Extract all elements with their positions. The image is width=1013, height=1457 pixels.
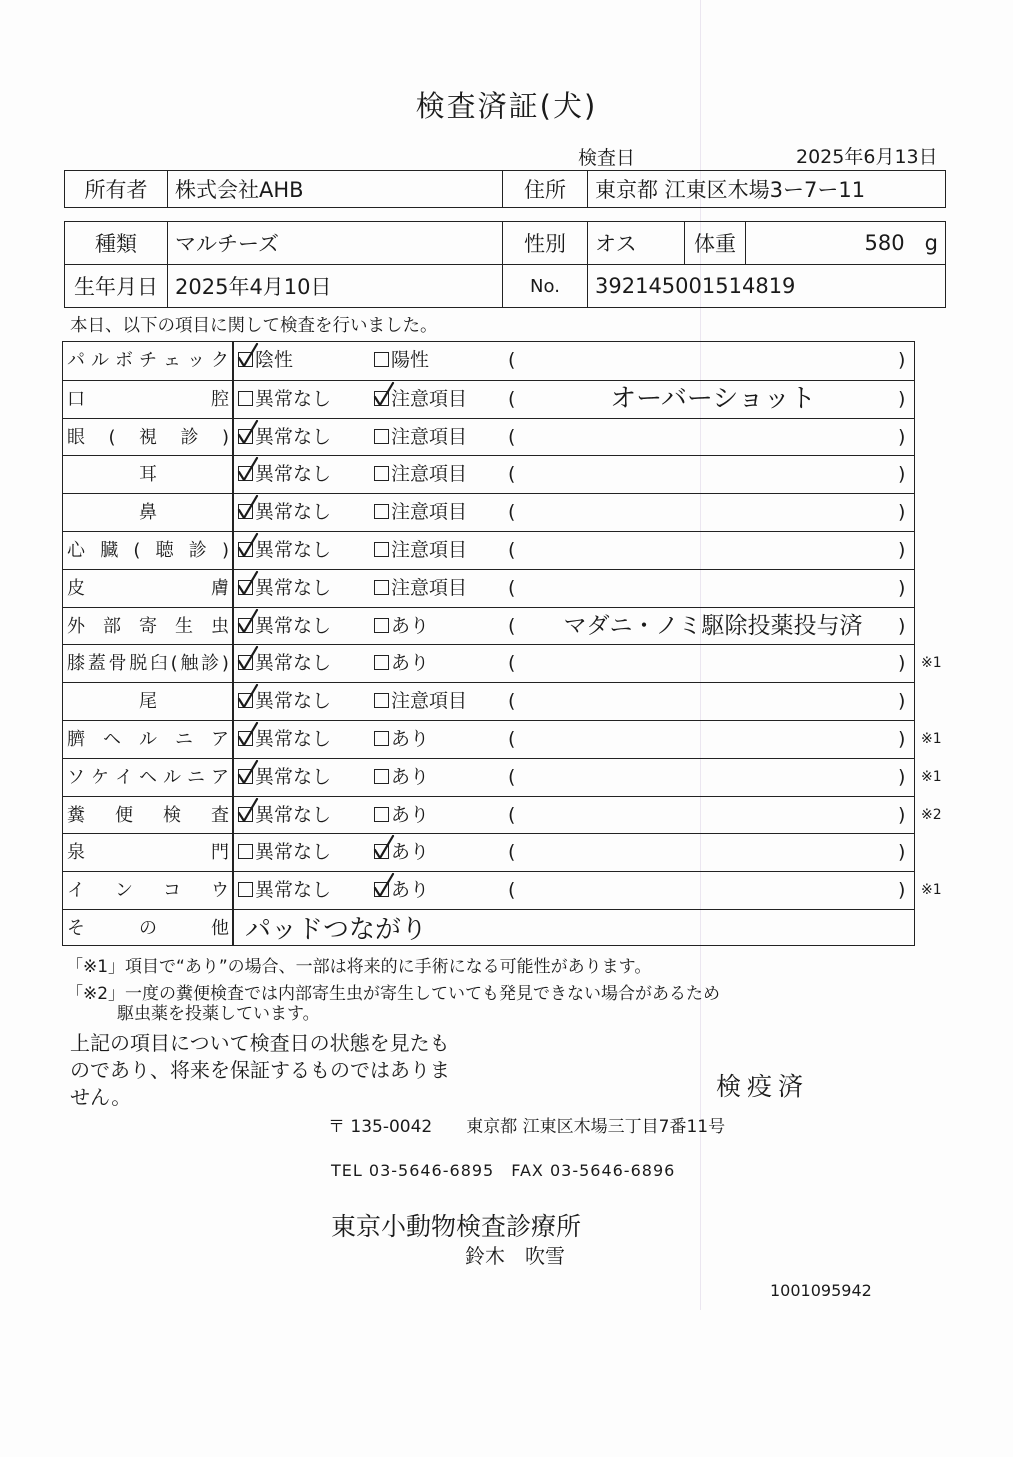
address-label: 住所 [503,171,588,208]
checklist-row [63,418,914,456]
checkbox [374,466,389,481]
checkbox [374,504,389,519]
option-label: 注意項目 [391,690,468,712]
option-label: 注意項目 [391,388,468,410]
checklist-note: オーバーショット [610,384,816,414]
item-name-char: ン [115,880,133,901]
checklist-option [238,645,331,682]
item-name-char: ル [139,729,157,750]
breed-value: マルチーズ [168,222,503,265]
checklist-option [238,342,293,379]
item-name-char: 骨 [108,653,127,674]
option-label: 異常なし [255,539,332,561]
paren-close: ) [898,426,906,448]
intro-text: 本日、以下の項目に関して検査を行いました。 [70,316,438,336]
checklist-row [63,833,914,871]
checklist-note: マダニ・ノミ駆除投薬投与済 [563,613,863,639]
item-name-char: 口 [67,389,85,410]
quarantine-stamp: 検疫済 [716,1072,810,1101]
item-name-char: ア [211,767,229,788]
checklist-item-name [67,381,229,418]
document-number: 1001095942 [770,1281,872,1300]
item-name-char: ヘ [139,767,157,788]
disclaimer-statement: 上記の項目について検査日の状態を見たものであり、将来を保証するものではありません。 [70,1031,450,1109]
checkbox [374,807,389,822]
weight-unit: g [924,231,938,255]
checklist-option [238,683,331,720]
birthdate-value: 2025年4月10日 [168,265,503,308]
inspection-date-label: 検査日 [578,147,636,169]
paren-open: ( [508,615,516,637]
checklist-item-name [67,456,229,493]
checklist-option [238,494,331,531]
item-name-char: 部 [103,616,121,637]
paren-open: ( [508,388,516,410]
paren-open: ( [508,501,516,523]
item-name-char: 膝 [67,653,85,674]
checklist-row [63,644,942,682]
address-value: 東京都 江東区木場3ー7ー11 [588,171,946,208]
pet-info-table [64,221,946,308]
item-name-char: ク [211,350,229,371]
item-name-char: 糞 [67,805,85,826]
checklist-row [63,720,942,758]
item-name-char: 寄 [139,616,157,637]
checklist-option [238,570,331,607]
checklist-option [374,683,467,720]
item-name-char: ) [221,427,229,448]
checkbox [238,352,253,367]
footnote-3: 駆虫薬を投薬しています。 [117,1004,320,1024]
option-label: 注意項目 [391,426,468,448]
paren-open: ( [508,841,516,863]
option-label: 異常なし [255,841,332,863]
option-label: 異常なし [255,615,332,637]
paren-open: ( [508,766,516,788]
option-label: 異常なし [255,426,332,448]
checklist-row [63,758,942,796]
option-label: 異常なし [255,652,332,674]
checklist-option [238,759,331,796]
paren-close: ) [898,577,906,599]
item-name-char: ッ [187,350,205,371]
paren-close: ) [898,615,906,637]
checklist-row [63,796,942,834]
item-name-char: 心 [67,540,85,561]
checkbox [238,429,253,444]
option-label: 異常なし [255,501,332,523]
paren-open: ( [508,463,516,485]
checklist-item-name [67,570,229,607]
paren-close: ) [898,463,906,485]
item-name-char: 門 [211,842,229,863]
checklist-row [63,380,914,418]
item-name-char: 外 [67,616,85,637]
inspection-date-value: 2025年6月13日 [796,146,938,168]
document-title: 検査済証(犬) [415,89,598,123]
footnote-mark: ※2 [921,807,942,823]
checkbox [238,769,253,784]
option-label: 注意項目 [391,501,468,523]
weight-cell [746,222,946,265]
option-label: あり [391,879,430,901]
clinic-address: 〒 135-0042 東京都 江東区木場三丁目7番11号 [328,1117,726,1137]
checklist-row [63,607,914,645]
paren-close: ) [898,728,906,750]
number-value: 392145001514819 [588,265,946,308]
paren-close: ) [898,652,906,674]
paren-open: ( [508,690,516,712]
checkbox [238,844,253,859]
item-name-char: 皮 [67,578,85,599]
item-name-char: 診 [201,653,220,674]
checkbox [374,844,389,859]
clinic-name: 東京小動物検査診療所 [331,1212,582,1241]
other-row [63,909,914,947]
option-label: 異常なし [255,388,332,410]
breed-label: 種類 [65,222,168,265]
sex-value: オス [588,222,685,265]
checklist-item-name [67,645,229,682]
option-label: 異常なし [255,766,332,788]
checkbox [238,542,253,557]
footnote-mark: ※1 [921,731,942,747]
owner-value: 株式会社AHB [168,171,503,208]
weight-value: 580 [864,231,905,255]
other-label-char: 他 [211,918,229,939]
item-name-char: 虫 [211,616,229,637]
footnote-mark: ※1 [921,769,942,785]
paren-open: ( [508,652,516,674]
item-name-char: 便 [115,805,133,826]
footnote-2: 「※2」一度の糞便検査では内部寄生虫が寄生していても発見できない場合があるため [66,984,721,1004]
item-name-char: ) [221,540,229,561]
paren-open: ( [508,349,516,371]
checklist-row [63,493,914,531]
checkbox [374,618,389,633]
item-name-char: ウ [211,880,229,901]
item-name-char: ソ [67,767,85,788]
item-name-char: 膚 [211,578,229,599]
checkbox [374,882,389,897]
checkbox [238,731,253,746]
checkbox [238,466,253,481]
checklist-option [238,797,331,834]
item-name-char: 泉 [67,842,85,863]
item-name-char: 臍 [67,729,85,750]
item-name-char: ェ [163,350,181,371]
paren-close: ) [898,539,906,561]
checklist-option [238,456,331,493]
item-name-char: パ [67,350,85,371]
paren-close: ) [898,388,906,410]
paren-open: ( [508,539,516,561]
checklist-item-name [67,759,229,796]
checkbox [238,504,253,519]
item-name-char: ル [91,350,109,371]
checklist-item-name [67,532,229,569]
other-label [67,910,229,947]
checklist-row [63,871,942,909]
checkbox [238,807,253,822]
checklist-option [238,381,331,418]
item-name-char: 眼 [67,427,85,448]
option-label: 注意項目 [391,463,468,485]
item-name-char: コ [163,880,181,901]
item-name-char: ケ [91,767,109,788]
checklist-option [374,759,429,796]
checklist-option [238,721,331,758]
item-name-char: チ [139,350,157,371]
option-label: あり [391,728,430,750]
checklist-row [63,531,914,569]
checkbox [238,693,253,708]
paren-close: ) [898,804,906,826]
checklist-option [374,645,429,682]
checklist-item-name [67,797,229,834]
item-name-char: ( [133,540,141,561]
checkbox [374,580,389,595]
checkbox [374,769,389,784]
item-name-char: 査 [211,805,229,826]
checklist-item-name [67,342,229,379]
item-name-char: 脱 [129,653,148,674]
item-name-char: 診 [180,427,199,448]
option-label: 異常なし [255,879,332,901]
checklist-option [374,834,429,871]
option-label: 異常なし [255,690,332,712]
item-name-char: 視 [139,427,157,448]
checkbox [374,655,389,670]
checklist-item-name [67,872,229,909]
item-name-char: ア [211,729,229,750]
number-label: No. [503,265,588,308]
paren-open: ( [508,879,516,901]
owner-label: 所有者 [65,171,168,208]
checklist-row [63,342,914,380]
option-label: あり [391,841,430,863]
item-name-char: 生 [175,616,193,637]
weight-label: 体重 [685,222,746,265]
item-name-char: ル [163,767,181,788]
checklist-option [238,608,331,645]
checklist-row [63,569,914,607]
option-label: 異常なし [255,577,332,599]
checklist-item-name [67,494,229,531]
item-name-char: ( [170,653,178,674]
paren-close: ) [898,766,906,788]
item-name-char: ニ [187,767,205,788]
checklist-option [374,381,467,418]
paren-close: ) [898,690,906,712]
checklist-grid [62,341,942,946]
item-name-char: イ [115,767,133,788]
checklist-item-name [67,683,229,720]
checkbox [374,429,389,444]
other-label-char: そ [67,918,85,939]
item-name-char: 鼻 [139,502,157,523]
checklist-option [238,872,331,909]
checklist-option [374,342,429,379]
option-label: 異常なし [255,804,332,826]
checkbox [374,352,389,367]
paren-close: ) [898,879,906,901]
item-name-char: 尾 [139,691,157,712]
checklist-option [374,721,429,758]
checklist-option [374,797,429,834]
checklist-item-name [67,419,229,456]
checklist-option [374,570,467,607]
checklist-option [374,494,467,531]
checkbox [374,542,389,557]
option-label: 異常なし [255,728,332,750]
item-name-char: イ [67,880,85,901]
item-name-char: 検 [163,805,181,826]
checklist-item-name [67,721,229,758]
birthdate-label: 生年月日 [65,265,168,308]
checklist-option [238,532,331,569]
item-name-char: 診 [188,540,207,561]
owner-table [64,170,946,208]
paren-open: ( [508,426,516,448]
checkbox [238,655,253,670]
item-name-char: 臓 [100,540,119,561]
checkbox [238,882,253,897]
item-name-char: ) [221,653,229,674]
checklist-row [63,682,914,720]
checkbox [238,391,253,406]
checkbox [238,580,253,595]
item-name-char: ヘ [103,729,121,750]
checklist-option [374,532,467,569]
checklist-item-name [67,834,229,871]
item-name-char: ( [108,427,116,448]
other-value: パッドつながり [245,915,428,945]
paren-open: ( [508,577,516,599]
footnote-mark: ※1 [921,655,942,671]
checklist-item-name [67,608,229,645]
footnote-1: 「※1」項目で“あり”の場合、一部は将来的に手術になる可能性があります。 [66,957,652,977]
paren-close: ) [898,841,906,863]
checklist-option [374,872,429,909]
checkbox [374,391,389,406]
checklist-option [374,608,429,645]
option-label: あり [391,615,430,637]
item-name-char: ボ [115,350,133,371]
checklist-option [374,456,467,493]
option-label: あり [391,766,430,788]
option-label: 注意項目 [391,577,468,599]
checklist-row [63,455,914,493]
paren-close: ) [898,349,906,371]
footnote-mark: ※1 [921,882,942,898]
checkbox [238,618,253,633]
other-label-char: の [139,918,157,939]
item-name-char: 腔 [211,389,229,410]
option-label: 陰性 [255,349,294,371]
option-label: あり [391,652,430,674]
checkbox [374,731,389,746]
option-label: 注意項目 [391,539,468,561]
veterinarian-name: 鈴木 吹雪 [465,1244,565,1268]
sex-label: 性別 [503,222,588,265]
clinic-contact: TEL 03-5646-6895 FAX 03-5646-6896 [331,1161,676,1180]
checklist-option [238,834,331,871]
paren-open: ( [508,728,516,750]
paren-close: ) [898,501,906,523]
item-name-char: 聴 [155,540,174,561]
option-label: 陽性 [391,349,430,371]
paren-open: ( [508,804,516,826]
checklist-option [374,419,467,456]
item-name-char: 蓋 [87,653,106,674]
item-name-char: 耳 [139,464,157,485]
item-name-char: 触 [180,653,199,674]
option-label: あり [391,804,430,826]
checkbox [374,693,389,708]
item-name-char: 臼 [149,653,168,674]
checklist-option [238,419,331,456]
item-name-char: ニ [175,729,193,750]
option-label: 異常なし [255,463,332,485]
